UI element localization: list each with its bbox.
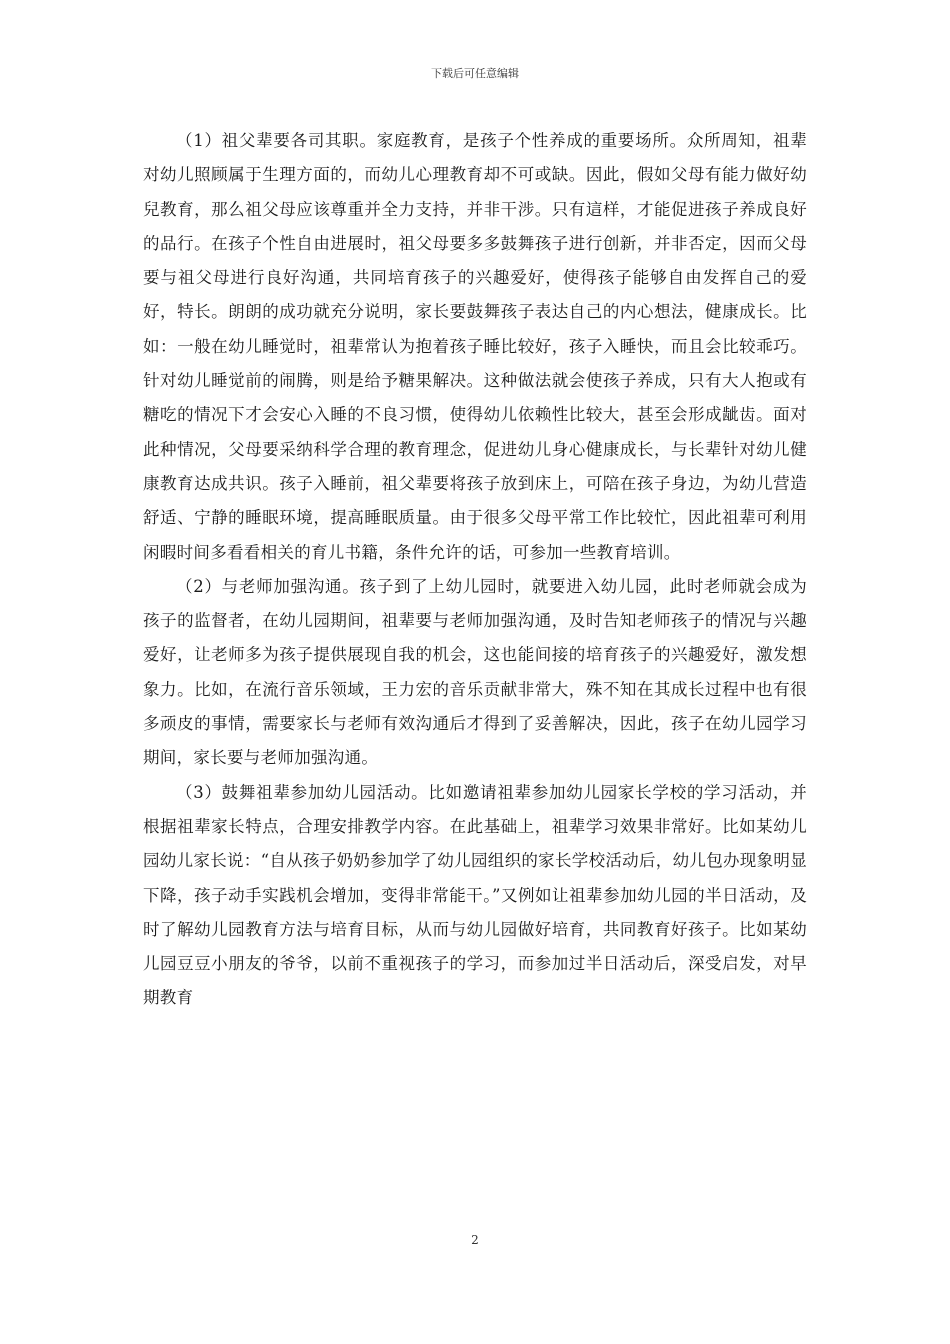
paragraph-3: （3）鼓舞祖辈参加幼儿园活动。比如邀请祖辈参加幼儿园家长学校的学习活动，并根据祖辈家长特点，合理安排教学内容。在此基础上，祖辈学习效果非常好。比如某幼儿园幼儿家长说：“自从孩子奶奶参加学了幼儿园组织的家长学校活动后，幼儿包办现象明显下降，孩子动手实践机会增加，变得非常能干。”又例如让祖辈参加幼儿园的半日活动，及时了解幼儿园教育方法与培育目标，从而与幼儿园做好培育，共同教育好孩子。比如某幼儿园豆豆小朋友的爷爷，以前不重视孩子的学习，而参加过半日活动后，深受启发，对早期教育 [143,782,807,1008]
paragraph-1: （1）祖父辈要各司其职。家庭教育，是孩子个性养成的重要场所。众所周知，祖辈对幼儿照顾属于生理方面的，而幼儿心理教育却不可或缺。因此，假如父母有能力做好幼兒教育，那么祖父母应该尊重并全力支持，并非干涉。只有這样，才能促进孩子养成良好的品行。在孩子个性自由进展时，祖父母要多多鼓舞孩子进行创新，并非否定，因而父母要与祖父母进行良好沟通，共同培育孩子的兴趣爱好，使得孩子能够自由发挥自己的爱好，特长。朗朗的成功就充分说明，家长要鼓舞孩子表达自己的内心想法，健康成长。比如：一般在幼儿睡觉时，祖辈常认为抱着孩子睡比较好，孩子入睡快，而且会比较乖巧。针对幼儿睡觉前的闹腾，则是给予糖果解决。这种做法就会使孩子养成，只有大人抱或有糖吃的情况下才会安心入睡的不良习惯，使得幼儿依赖性比较大，甚至会形成龇齿。面对此种情况，父母要采纳科学合理的教育理念，促进幼儿身心健康成长，与长辈针对幼儿健康教育达成共识。孩子入睡前，祖父辈要将孩子放到床上，可陪在孩子身边，为幼儿营造舒适、宁静的睡眠环境，提高睡眠质量。由于很多父母平常工作比较忙，因此祖辈可利用闲暇时间多看看相关的育儿书籍，条件允许的话，可参加一些教育培训。 [143,131,807,562]
page-header: 下载后可任意编辑 [431,67,519,80]
page-number: 2 [471,1233,479,1247]
paragraph-2: （2）与老师加强沟通。孩子到了上幼儿园时，就要进入幼儿园，此时老师就会成为孩子的监督者，在幼儿园期间，祖辈要与老师加强沟通，及时告知老师孩子的情况与兴趣爱好，让老师多为孩子提供展现自我的机会，这也能间接的培育孩子的兴趣爱好，激发想象力。比如，在流行音乐领域，王力宏的音乐贡献非常大，殊不知在其成长过程中也有很多顽皮的事情，需要家长与老师有效沟通后才得到了妥善解决，因此，孩子在幼儿园学习期间，家长要与老师加强沟通。 [143,576,807,768]
document-body [143,124,807,1016]
